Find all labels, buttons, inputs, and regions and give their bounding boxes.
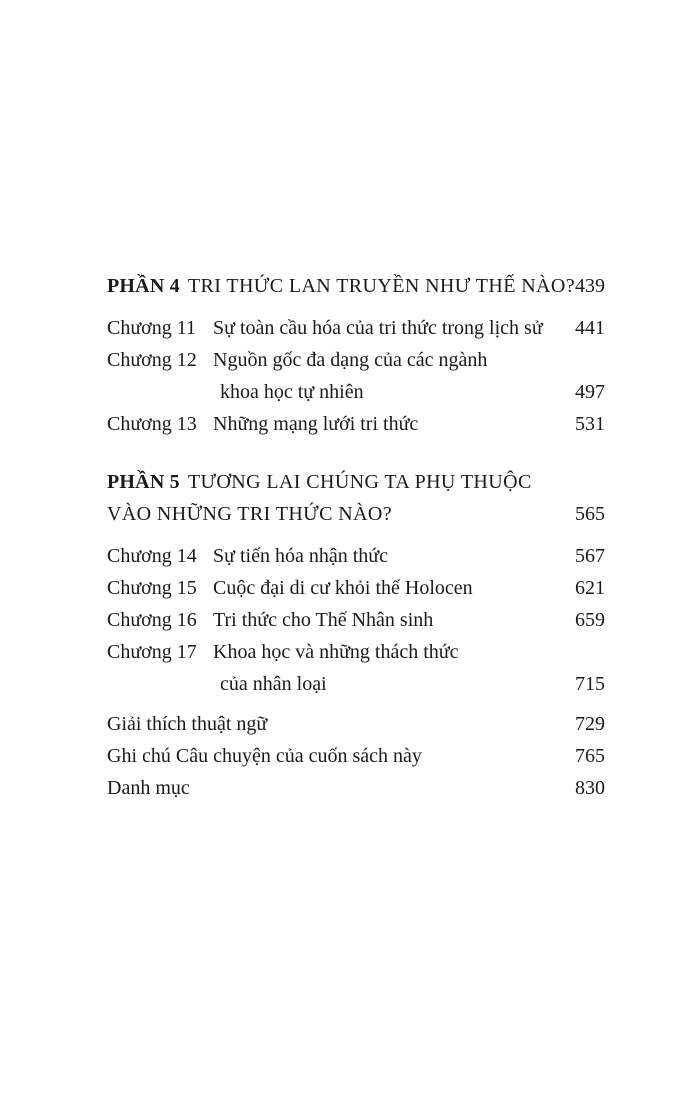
chapter-page-number: 621 (575, 577, 605, 599)
section-heading (107, 466, 605, 530)
chapter-title-line: Những mạng lưới tri thức (213, 413, 419, 435)
section-title-line: TƯƠNG LAI CHÚNG TA PHỤ THUỘC (187, 471, 532, 493)
section-label: PHẦN 4 (107, 275, 180, 297)
section-chapters (107, 312, 605, 440)
section-title-line: TRI THỨC LAN TRUYỀN NHƯ THẾ NÀO? (187, 275, 576, 297)
section-title-first-line (107, 270, 605, 302)
section-title-first-line (107, 466, 605, 498)
backmatter-title: Ghi chú Câu chuyện của cuốn sách này (107, 745, 422, 767)
chapter-label: Chương 15 (107, 577, 197, 599)
backmatter-page-number: 729 (575, 713, 605, 735)
toc-section (107, 466, 605, 700)
chapter-title-line: Khoa học và những thách thức (213, 641, 459, 663)
section-title-line: VÀO NHỮNG TRI THỨC NÀO? (107, 503, 393, 525)
section-page-number: 565 (575, 503, 605, 525)
chapter-row (107, 540, 605, 572)
chapter-title (213, 408, 605, 440)
backmatter-page-number: 765 (575, 745, 605, 767)
chapter-label: Chương 17 (107, 641, 197, 663)
chapter-label: Chương 14 (107, 545, 197, 567)
chapter-title (213, 636, 605, 700)
chapter-label: Chương 13 (107, 413, 197, 435)
chapter-title (213, 540, 605, 572)
backmatter-page-number: 830 (575, 777, 605, 799)
backmatter-row (107, 708, 605, 740)
chapter-page-number: 659 (575, 609, 605, 631)
back-matter (107, 708, 605, 804)
chapter-title (213, 344, 605, 408)
chapter-label: Chương 12 (107, 349, 197, 371)
chapter-row (107, 636, 605, 700)
backmatter-row (107, 740, 605, 772)
backmatter-title: Danh mục (107, 777, 190, 799)
chapter-page-number: 567 (575, 545, 605, 567)
chapter-label: Chương 16 (107, 609, 197, 631)
section-heading (107, 270, 605, 302)
chapter-title-line: Sự toàn cầu hóa của tri thức trong lịch sử (213, 317, 543, 339)
chapter-title-line: của nhân loại (220, 673, 327, 695)
sections-container (107, 270, 605, 700)
section-label: PHẦN 5 (107, 471, 180, 493)
chapter-title (213, 572, 605, 604)
toc (107, 270, 605, 804)
chapter-label: Chương 11 (107, 317, 197, 339)
toc-section (107, 270, 605, 440)
chapter-title-line: khoa học tự nhiên (220, 381, 364, 403)
chapter-page-number: 497 (575, 381, 605, 403)
chapter-title-line: Sự tiến hóa nhận thức (213, 545, 388, 567)
section-title (107, 270, 605, 302)
chapter-row (107, 312, 605, 344)
chapter-title-line: Nguồn gốc đa dạng của các ngành (213, 349, 488, 371)
chapter-title (213, 312, 605, 344)
backmatter-title: Giải thích thuật ngữ (107, 713, 268, 735)
chapter-row (107, 344, 605, 408)
chapter-row (107, 408, 605, 440)
chapter-row (107, 572, 605, 604)
section-page-number: 439 (575, 275, 605, 297)
chapter-title-line: Cuộc đại di cư khỏi thế Holocen (213, 577, 473, 599)
backmatter-row (107, 772, 605, 804)
chapter-title (213, 604, 605, 636)
section-chapters (107, 540, 605, 700)
chapter-row (107, 604, 605, 636)
chapter-page-number: 715 (575, 673, 605, 695)
section-title (107, 466, 605, 530)
chapter-title-line: Tri thức cho Thế Nhân sinh (213, 609, 434, 631)
chapter-page-number: 441 (575, 317, 605, 339)
chapter-page-number: 531 (575, 413, 605, 435)
